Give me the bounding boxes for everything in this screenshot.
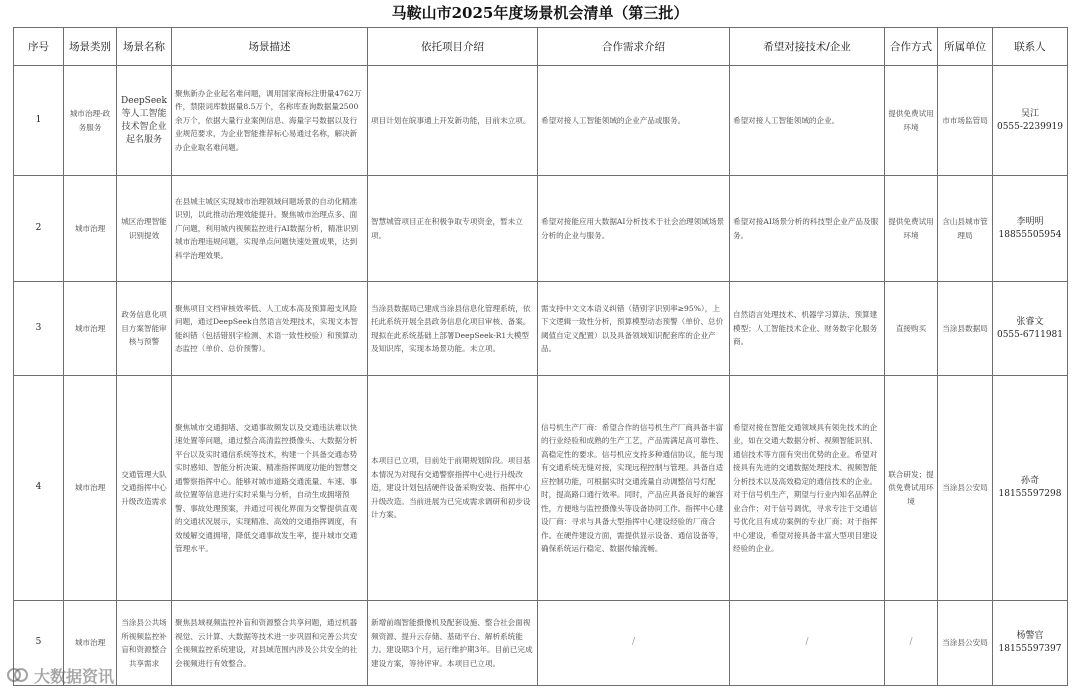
table-row	[14, 601, 1068, 686]
cell-contact	[993, 282, 1068, 376]
contact-phone: 0555-2239919	[996, 121, 1064, 132]
header-category: 场景类别	[64, 28, 117, 66]
cell-index: 3	[14, 282, 64, 376]
cell-need: 希望对接能应用大数据AI分析技术于社会治理领域场景分析的企业与服务。	[538, 176, 730, 282]
page-title: 马鞍山市2025年度场景机会清单（第三批）	[391, 4, 689, 22]
cell-mode: 直接购买	[885, 282, 938, 376]
cell-need: /	[538, 601, 730, 686]
header-need: 合作需求介绍	[538, 28, 730, 66]
cell-name: DeepSeek等人工智能技术智企业起名服务	[117, 66, 172, 176]
contact-name: 孙奇	[1020, 476, 1039, 486]
cell-tech: 希望对接在智能交通领域具有领先技术的企业，如在交通大数据分析、视频智能识别、通信技术等方面有突出优势的企业。希望对接具有先进的交通数据处理技术、视频智能分析技术以及高效稳定的通信技术的企业。对于信号机生产，期望与行业内知名品牌企业合作；对于信号调优，寻求专注于交通信号优化且有成功案例的专业厂商；对于指挥中心建设，希望对接具备丰富大型项目建设经验的企业。	[730, 376, 885, 601]
cell-project: 新增前端智能摄像机及配套设施、整合社会面视频资源、提升云存储、基础平台、解析系统能力。建设期3个月，运行维护期3年。目前已完成建设方案，等待评审。本项目已立项。	[368, 601, 538, 686]
contact-name: 吴江	[1020, 108, 1039, 119]
cell-category: 城市治理	[64, 282, 117, 376]
cell-category: 城市治理	[64, 376, 117, 601]
cell-need: 信号机生产厂商：希望合作的信号机生产厂商具备丰富的行业经验和成熟的生产工艺，产品需满足高可靠性、高稳定性的要求。信号机应支持多种通信协议，能与现有交通系统无缝对接，实现远程控制与管理。具备自适应控制功能，可根据实时交通流量自动调整信号灯配时，提高路口通行效率。同时，产品应具备良好的兼容性，方便地与监控摄像头等设备协同工作。指挥中心建设厂商：寻求与具备大型指挥中心建设经验的厂商合作。在硬件建设方面，需提供显示设备、通信设备等，确保系统运行稳定、数据传输流畅。	[538, 376, 730, 601]
cell-unit: 市市场监管局	[938, 66, 993, 176]
cell-description: 聚焦项目文档审核效率低、人工成本高及预算超支风险问题，通过DeepSeek自然语言处理技术，实现文本智能纠错（包括错别字检测、术语一致性校验）和预算动态监控（单价、总价预警）。	[172, 282, 368, 376]
contact-phone: 18155597397	[998, 644, 1062, 654]
cell-project: 当涂县数据局已建成当涂县信息化管理系统，依托此系统开展全县政务信息化项目审核、备案。现拟在此系统基础上部署DeepSeek-R1大模型及知识库，实现本场景功能。未立项。	[368, 282, 538, 376]
watermark	[6, 660, 146, 690]
contact-phone: 0555-6711981	[996, 329, 1064, 340]
cell-category: 城市治理	[64, 601, 117, 686]
table-row	[14, 376, 1068, 601]
header-project: 依托项目介绍	[368, 28, 538, 66]
contact-name: 杨警官	[1016, 631, 1044, 641]
cell-description: 聚焦县域视频监控补盲和资源整合共享问题，通过机器视觉、云计算、大数据等技术进一步巩固和完善公共安全视频监控系统建设，对县域范围内涉及公共安全的社会视频进行有效整合。	[172, 601, 368, 686]
header-contact: 联系人	[993, 28, 1068, 66]
cell-unit: 当涂县公安局	[938, 601, 993, 686]
cell-index: 5	[14, 601, 64, 686]
header-index: 序号	[14, 28, 64, 66]
contact-name: 李明明	[1016, 216, 1044, 227]
cell-unit: 当涂县数据局	[938, 282, 993, 376]
cell-name: 交通管理大队交通指挥中心升级改造需求	[117, 376, 172, 601]
cell-project: 项目计划在皖事通上开发新功能，目前未立项。	[368, 66, 538, 176]
scenario-table	[13, 27, 1068, 686]
cell-project: 智慧城管项目正在积极争取专项资金，暂未立项。	[368, 176, 538, 282]
header-description: 场景描述	[172, 28, 368, 66]
cell-index: 1	[14, 66, 64, 176]
table-row	[14, 176, 1068, 282]
contact-name: 张睿文	[1016, 316, 1044, 327]
cell-project: 本项目已立项，目前处于前期规划阶段。项目基本情况为对现有交通警察指挥中心进行升级改造，建设计划包括硬件设备采购安装、指挥中心升级改造。当前进展为已完成需求调研和初步设计方案。	[368, 376, 538, 601]
cell-contact	[993, 376, 1068, 601]
cell-index: 2	[14, 176, 64, 282]
cell-index: 4	[14, 376, 64, 601]
cell-need: 需支持中文文本语义纠错（错别字识别率≥95%），上下文逻辑一致性分析，预算模型动态预警（单价、总价阈值自定义配置）以及具备领域知识配套库的企业产品。	[538, 282, 730, 376]
cell-mode: /	[885, 601, 938, 686]
cell-description: 在县城主城区实现城市治理领域问题场景的自动化精准识别，以此推动治理效能提升。聚焦城市治理点多、面广问题，利用城内视频监控进行AI数据分析，精准识别城市治理违规问题，实现单点问题快速处置成果，达到科学治理效果。	[172, 176, 368, 282]
cell-mode: 提供免费试用环境	[885, 66, 938, 176]
header-name: 场景名称	[117, 28, 172, 66]
cell-unit: 含山县城市管理局	[938, 176, 993, 282]
cell-mode: 联合研发；提供免费试用环境	[885, 376, 938, 601]
cell-contact	[993, 66, 1068, 176]
cell-description: 聚焦新办企业起名难问题，调用国家商标注册量4762万件，禁限词库数据量8.5万个，名称库查询数据量2500余万个，依据大量行业案例信息、海量字号数据以及行业规范要求，为企业智能推荐标心易通过名称，解决新办企业取名难问题。	[172, 66, 368, 176]
cell-unit: 当涂县公安局	[938, 376, 993, 601]
table-header-row	[14, 28, 1068, 66]
cell-name: 城区治理智能识别提效	[117, 176, 172, 282]
cell-contact	[993, 176, 1068, 282]
cell-mode: 提供免费试用环境	[885, 176, 938, 282]
watermark-logo-icon	[6, 664, 28, 686]
cell-tech: 自然语言处理技术、机器学习算法、预算建模型；人工智能技术企业、财务数字化服务商。	[730, 282, 885, 376]
contact-phone: 18155597298	[998, 489, 1062, 499]
cell-need: 希望对接人工智能领域的企业产品或服务。	[538, 66, 730, 176]
header-unit: 所属单位	[938, 28, 993, 66]
header-mode: 合作方式	[885, 28, 938, 66]
cell-category: 城市治理-政务服务	[64, 66, 117, 176]
table-row	[14, 282, 1068, 376]
cell-category: 城市治理	[64, 176, 117, 282]
cell-name: 当涂县公共场所视频监控补盲和资源整合共享需求	[117, 601, 172, 686]
watermark-text: 大数据资讯	[34, 666, 115, 686]
header-tech: 希望对接技术/企业	[730, 28, 885, 66]
cell-contact	[993, 601, 1068, 686]
cell-description: 聚焦城市交通拥堵、交通事故频发以及交通违法难以快速处置等问题，通过整合高清监控摄像头、大数据分析平台以及实时通信系统等技术，构建一个具备交通态势实时感知、智能分析决策、精准指挥调度功能的智慧交通警察指挥中心。能够对城市道路交通流量、车速、事故位置等信息进行实时采集与分析，自动生成拥堵预警、事故处理预案，并通过可视化界面为交警提供直观的交通状况展示，实现精准、高效的交通指挥调度，有效缓解交通拥堵，降低交通事故发生率，提升城市交通管理水平。	[172, 376, 368, 601]
cell-tech: 希望对接人工智能领域的企业。	[730, 66, 885, 176]
contact-phone: 18855505954	[998, 229, 1062, 240]
cell-name: 政务信息化项目方案智能审核与预警	[117, 282, 172, 376]
cell-tech: 希望对接AI场景分析的科技型企业产品及服务。	[730, 176, 885, 282]
cell-tech: /	[730, 601, 885, 686]
table-row	[14, 66, 1068, 176]
